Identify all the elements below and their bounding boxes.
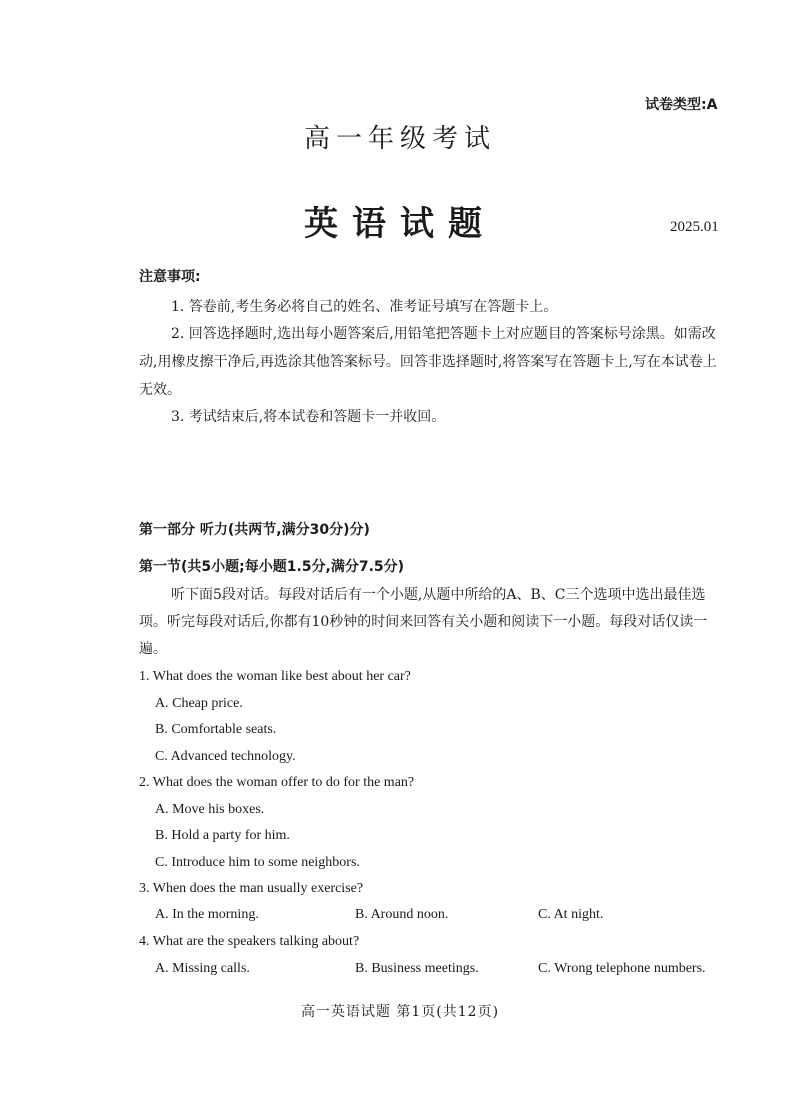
answer-option: A. Move his boxes. xyxy=(155,802,265,817)
answer-option: B. Hold a party for him. xyxy=(155,828,290,843)
question-stem: 2. What does the woman offer to do for the man? xyxy=(139,775,415,790)
page-footer: 高一英语试题 第1页(共12页) xyxy=(300,1004,500,1020)
question-stem: 4. What are the speakers talking about? xyxy=(139,934,360,949)
answer-option: B. Around noon. xyxy=(355,907,449,922)
answer-option: C. Advanced technology. xyxy=(155,749,296,764)
notice-item: 2. 回答选择题时,选出每小题答案后,用铅笔把答题卡上对应题目的答案标号涂黑。如需改动,用橡皮擦干净后,再选涂其他答案标号。回答非选择题时,将答案写在答题卡上,写在本试卷上无效。 xyxy=(139,326,717,398)
part-heading: 第一部分 听力(共两节,满分30分)分) xyxy=(139,522,370,538)
question-stem: 3. When does the man usually exercise? xyxy=(139,881,364,896)
answer-option: C. At night. xyxy=(538,907,604,922)
answer-option: B. Business meetings. xyxy=(355,961,479,976)
answer-option: A. Missing calls. xyxy=(155,961,250,976)
notice-item: 1. 答卷前,考生务必将自己的姓名、准考证号填写在答题卡上。 xyxy=(171,299,558,315)
subject-title: 英语试题 xyxy=(304,204,496,244)
notice-heading: 注意事项: xyxy=(139,269,201,285)
section-instructions: 听下面5段对话。每段对话后有一个小题,从题中所给的A、B、C三个选项中选出最佳选项。听完每段对话后,你都有10秒钟的时间来回答有关小题和阅读下一小题。每段对话仅读一遍。 xyxy=(139,587,708,657)
section-heading: 第一节(共5小题;每小题1.5分,满分7.5分) xyxy=(139,559,405,575)
answer-option: C. Introduce him to some neighbors. xyxy=(155,855,360,870)
paper-type-label: 试卷类型:A xyxy=(645,97,718,113)
question-stem: 1. What does the woman like best about her car? xyxy=(139,669,411,684)
notice-item: 3. 考试结束后,将本试卷和答题卡一并收回。 xyxy=(171,409,446,425)
answer-option: B. Comfortable seats. xyxy=(155,722,277,737)
answer-option: A. In the morning. xyxy=(155,907,259,922)
grade-title: 高一年级考试 xyxy=(303,124,496,154)
answer-option: A. Cheap price. xyxy=(155,696,243,711)
exam-date: 2025.01 xyxy=(670,219,719,235)
answer-option: C. Wrong telephone numbers. xyxy=(538,961,706,976)
